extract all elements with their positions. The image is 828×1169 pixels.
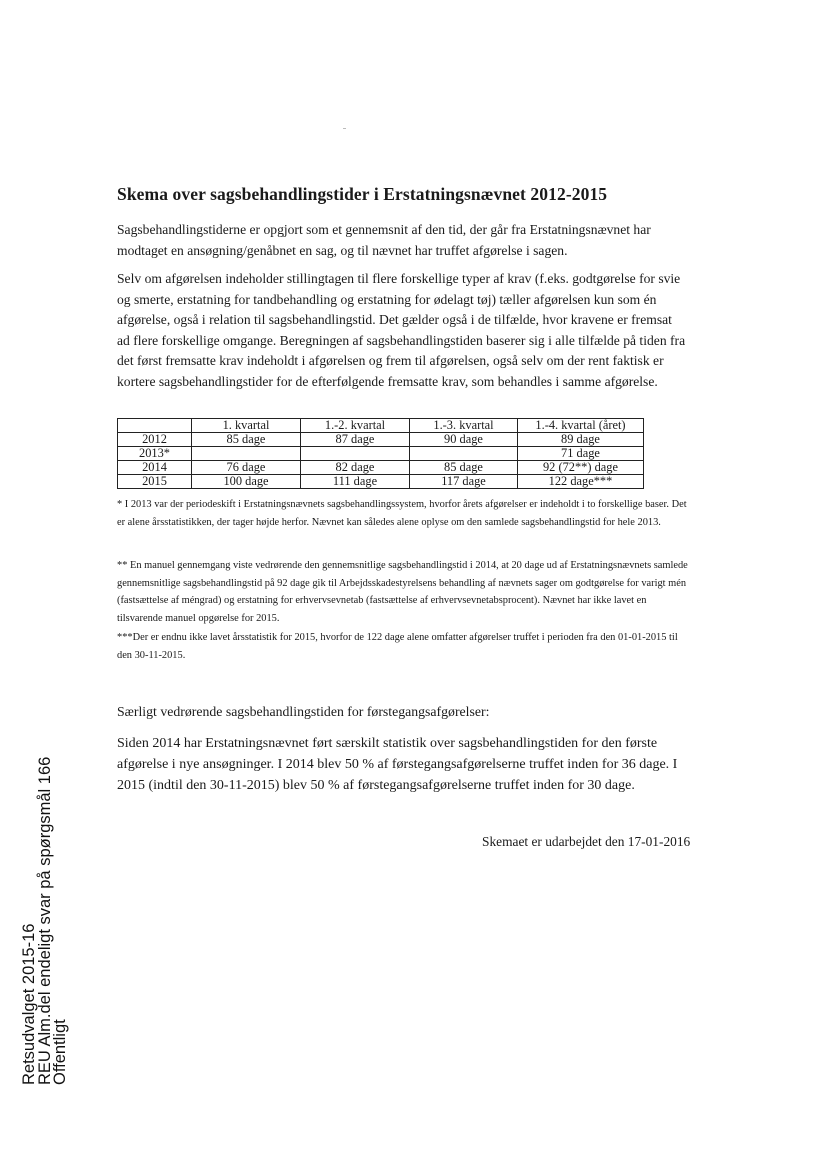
footnote-3: ***Der er endnu ikke lavet årsstatistik for 2015, hvorfor de 122 dage alene omfatter afgørelser truffet i perioden fra den 01-01-2015 til den 30-11-2015. <box>117 632 678 661</box>
table-header-cell: 1.-3. kvartal <box>410 419 518 433</box>
stamp-line-1: Retsudvalget 2015-16 <box>20 923 38 1085</box>
table-row <box>118 461 644 475</box>
table-cell: 71 dage <box>518 447 644 461</box>
table-cell: 122 dage*** <box>518 475 644 489</box>
date-note: Skemaet er udarbejdet den 17-01-2016 <box>482 834 691 849</box>
subheading: Særligt vedrørende sagsbehandlingstiden for førstegangsafgørelser: <box>117 704 490 719</box>
table-cell: 2015 <box>118 475 192 489</box>
table-cell: 87 dage <box>301 433 410 447</box>
table-cell <box>192 447 301 461</box>
table-cell: 100 dage <box>192 475 301 489</box>
table-cell: 90 dage <box>410 433 518 447</box>
stamp-line-2: REU Alm.del endeligt svar på spørgsmål 166 <box>35 756 54 1085</box>
table-header-row <box>118 419 644 433</box>
intro-paragraph: Sagsbehandlingstiderne er opgjort som et gennemsnit af den tid, der går fra Erstatningsnævnet har modtaget en ansøgning/genåbnet en sag, og til nævnet har truffet afgørelse i sagen. <box>117 222 651 258</box>
table-header-cell <box>118 419 192 433</box>
table-row <box>118 447 644 461</box>
processing-time-table <box>117 418 644 489</box>
table-header-cell: 1.-4. kvartal (året) <box>518 419 644 433</box>
table-cell: 2013* <box>118 447 192 461</box>
table-cell: 76 dage <box>192 461 301 475</box>
table-cell: 117 dage <box>410 475 518 489</box>
table-cell: 111 dage <box>301 475 410 489</box>
table-cell: 89 dage <box>518 433 644 447</box>
table-header-cell: 1.-2. kvartal <box>301 419 410 433</box>
table-cell: 2014 <box>118 461 192 475</box>
footnote-2: ** En manuel gennemgang viste vedrørende den gennemsnitlige sagsbehandlingstid i 2014, at 20 dage ud af Erstatningsnævnets samlede gennemsnitlige sagsbehandlingstid på 92 dage gik til Arbejdsskadestyrelsens behandling af nævnets sager om godtgørelse for varigt mén (fastsættelse af méngrad) og erstatning for erhvervsevnetab (fastsættelse af erhvervsevnetabsprocent). Nævnet har ikke lavet en tilsvarende manuel opgørelse for 2015. <box>117 560 688 624</box>
table-row <box>118 433 644 447</box>
table-cell: 92 (72**) dage <box>518 461 644 475</box>
stamp-line-3: Offentligt <box>51 1019 69 1085</box>
document-title: Skema over sagsbehandlingstider i Erstatningsnævnet 2012-2015 <box>117 184 608 204</box>
table-row <box>118 475 644 489</box>
table-cell: 82 dage <box>301 461 410 475</box>
archive-stamp <box>22 757 69 1085</box>
table-cell: 2012 <box>118 433 192 447</box>
table-cell <box>301 447 410 461</box>
scan-speck <box>343 128 346 129</box>
table-cell: 85 dage <box>192 433 301 447</box>
explanation-paragraph: Selv om afgørelsen indeholder stillingtagen til flere forskellige typer af krav (f.eks. godtgørelse for svie og smerte, erstatning for tandbehandling og erstatning for ødelagt tøj) tæller afgørelsen kun som én afgørelse, også i relation til sagsbehandlingstid. Det gælder også i de tilfælde, hvor kravene er fremsat ad flere forskellige omgange. Beregningen af sagsbehandlingstiden baserer sig i alle tilfælde på tiden fra det først fremsatte krav indeholdt i afgørelsen og frem til afgørelsen, også selv om der rent faktisk er kortere sagsbehandlingstider for de efterfølgende fremsatte krav, som behandles i samme afgørelse. <box>117 271 686 389</box>
table-header-cell: 1. kvartal <box>192 419 301 433</box>
footnote-1: * I 2013 var der periodeskift i Erstatningsnævnets sagsbehandlingssystem, hvorfor årets afgørelser er indeholdt i to forskellige baser. Det er alene årsstatistikken, der tager højde herfor. Nævnet kan således alene oplyse om den samlede sagsbehandlingstid for hele 2013. <box>117 499 687 528</box>
table-cell: 85 dage <box>410 461 518 475</box>
first-decision-paragraph: Siden 2014 har Erstatningsnævnet ført særskilt statistik over sagsbehandlingstiden for den første afgørelse i nye ansøgninger. I 2014 blev 50 % af førstegangsafgørelserne truffet inden for 36 dage. I 2015 (indtil den 30-11-2015) blev 50 % af førstegangsafgørelserne truffet inden for 30 dage. <box>117 736 678 793</box>
table-cell <box>410 447 518 461</box>
